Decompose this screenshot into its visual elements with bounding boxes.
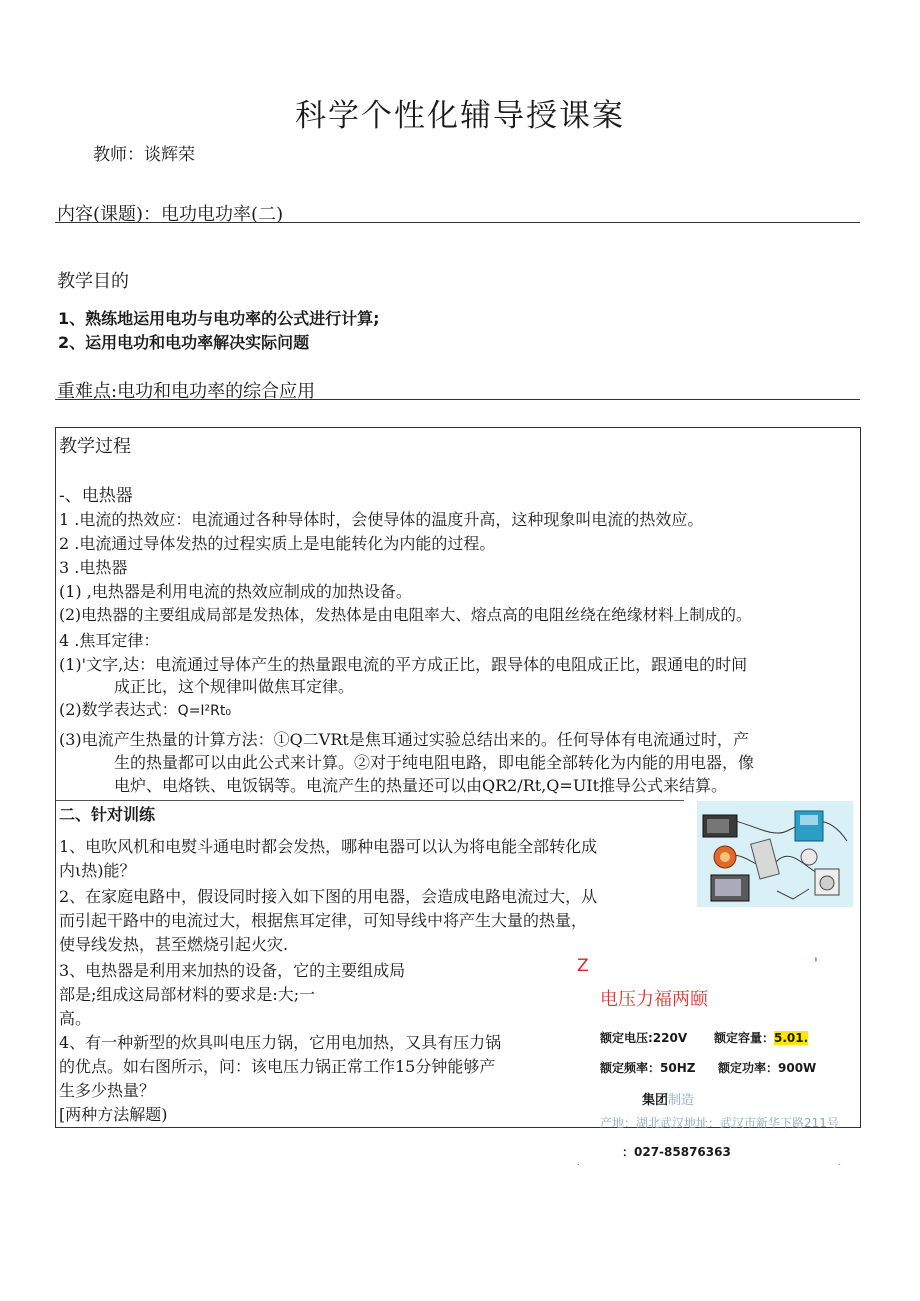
divider (55, 399, 860, 400)
nameplate-dot: . (838, 1158, 841, 1167)
question-line: 而引起干路中的电流过大，根据焦耳定律，可知导线中将产生大量的热量， (59, 911, 588, 930)
process-heading: 教学过程 (59, 436, 131, 457)
nameplate-mark: ' (814, 956, 818, 972)
question-line: 的优点。如右图所示，问：该电压力锅正常工作15分钟能够产 (59, 1057, 496, 1076)
nameplate-phone: ：027-85876363 (622, 1145, 731, 1159)
formula-line (59, 697, 231, 720)
question-line: 1、电吹风机和电熨斗通电时都会发热，哪种电器可以认为将电能全部转化成 (59, 837, 598, 856)
rated-voltage: 额定电压:220V (600, 1031, 688, 1045)
text-line: 2 .电流通过导体发热的过程实质上是电能转化为内能的过程。 (59, 534, 496, 553)
text-line: (2)电热器的主要组成局部是发热体，发热体是由电阻率大、熔点高的电阻丝绕在绝缘材料上制成的。 (59, 606, 752, 624)
goal-item: 1、熟练地运用电功与电功率的公式进行计算; (58, 309, 380, 328)
key-points: 重难点:电功和电功率的综合应用 (57, 381, 316, 402)
question-line: 部是;组成这局部材料的要求是:大;一 (59, 985, 316, 1004)
question-line: [两种方法解题) (59, 1105, 168, 1124)
question-line: 4、有一种新型的炊具叫电压力锅，它用电加热，又具有压力锅 (59, 1033, 502, 1052)
teacher-name: 教师：谈辉荣 (93, 145, 195, 165)
text-line: (3)电流产生热量的计算方法：①Q二VRt是焦耳通过实验总结出来的。任何导体有电流通过时，产 (59, 730, 749, 749)
rated-capacity-label: 额定容量： (714, 1031, 775, 1045)
question-line: 内ι热)能？ (59, 861, 136, 880)
nameplate-dot: . (577, 1158, 580, 1167)
rated-power: 额定功率：900W (718, 1061, 817, 1075)
lesson-topic: 内容(课题)：电功电功率(二) (57, 204, 284, 225)
text-line: 1 .电流的热效应：电流通过各种导体时，会使导体的温度升高，这种现象叫电流的热效应。 (59, 510, 704, 529)
rated-frequency: 额定频率：50HZ (600, 1061, 696, 1075)
rated-capacity-value: 5.01. (774, 1031, 809, 1045)
page-title: 科学个性化辅导授课案 (295, 98, 625, 134)
formula-label: (2)数学表达式： (59, 700, 178, 719)
manufacturer-prefix: 集团 (642, 1093, 669, 1108)
divider (55, 222, 860, 223)
question-line: 2、在家庭电路中，假设同时接入如下图的用电器，会造成电路电流过大，从 (59, 887, 598, 906)
question-line: 生多少热量？ (59, 1081, 156, 1100)
section-divider (56, 800, 684, 801)
rated-capacity (714, 1029, 808, 1046)
section-heading: -、电热器 (59, 486, 133, 506)
manufacturer (642, 1089, 694, 1108)
text-line: (1) ,电热器是利用电流的热效应制成的加热设备。 (59, 582, 412, 601)
section-heading: 二、针对训练 (59, 805, 156, 824)
text-line: 3 .电热器 (59, 558, 128, 577)
text-line: 成正比，这个规律叫做焦耳定律。 (114, 677, 355, 696)
question-line: 使导线发热，甚至燃烧引起火灾. (59, 935, 289, 954)
question-line: 3、电热器是利用来加热的设备，它的主要组成局 (59, 961, 406, 980)
joule-formula: Q=I²Rt₀ (177, 703, 231, 719)
nameplate-title: 电压力福两颐 (600, 989, 708, 1010)
nameplate-mark: Z (577, 956, 589, 976)
text-line: 4 .焦耳定律： (59, 631, 160, 650)
goal-item: 2、运用电功和电功率解决实际问题 (58, 333, 310, 352)
manufacturer-suffix: 制造 (668, 1093, 695, 1108)
text-line: (1)'文字,达：电流通过导体产生的热量跟电流的平方成正比，跟导体的电阻成正比，跟通电的时间 (59, 655, 748, 674)
text-line: 生的热量都可以由此公式来计算。②对于纯电阻电路，即电能全部转化为内能的用电器，像 (114, 753, 755, 772)
text-line: 电炉、电烙铁、电饭锅等。电流产生的热量还可以由QR2/Rt,Q=UIt推导公式来结算。 (114, 776, 728, 795)
question-line: 高。 (59, 1009, 92, 1028)
nameplate-address: 产地：湖北武汉地址：武汉市新华下路211号 (600, 1116, 839, 1130)
household-appliances-illustration (697, 801, 853, 907)
goals-heading: 教学目的 (57, 271, 129, 292)
